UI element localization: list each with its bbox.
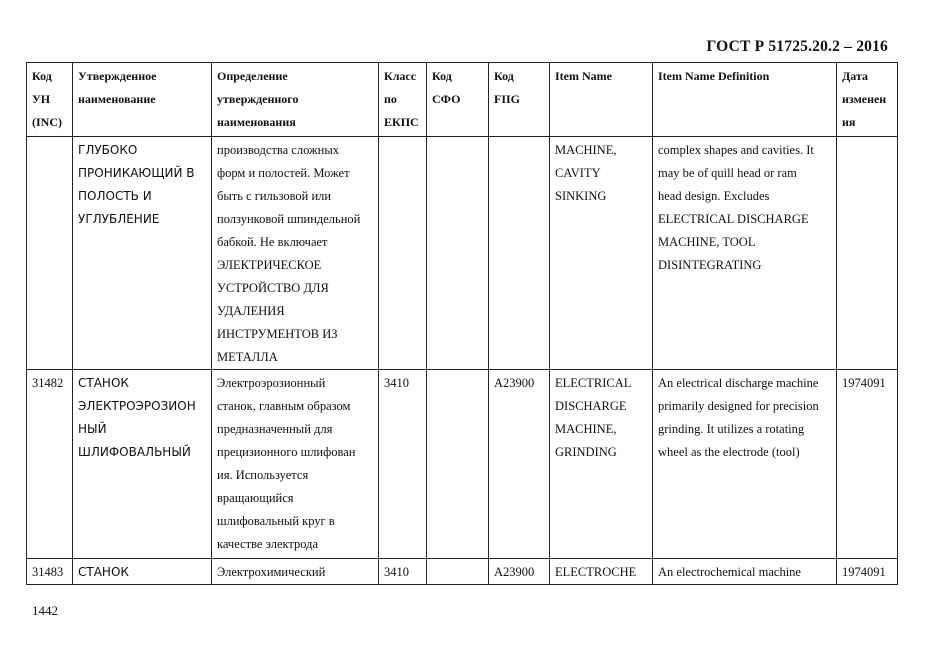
cell-text-line: A23900 [494, 565, 535, 579]
cell-text-line: ИНСТРУМЕНТОВ ИЗ [217, 327, 338, 341]
cell-text-line: ЭЛЕКТРОЭРОЗИОН [78, 399, 196, 413]
cell-ekps [379, 137, 427, 370]
cell-text-line: вращающийся [217, 491, 294, 505]
cell-text-line: ELECTRICAL DISCHARGE [658, 212, 809, 226]
cell-sfo [427, 137, 489, 370]
cell-text-line: MACHINE, [555, 143, 617, 157]
header-approved-name [73, 63, 212, 137]
cell-approved-name [73, 137, 212, 370]
cell-item-definition [653, 137, 837, 370]
cell-text-line: наименование [78, 92, 156, 106]
header-item-name [550, 63, 653, 137]
cell-text-line: FIIG [494, 92, 521, 106]
cell-text-line: ия [842, 115, 856, 129]
cell-text-line: наименования [217, 115, 296, 129]
table-row [27, 137, 898, 370]
cell-text-line: Item Name [555, 69, 612, 83]
page-number: 1442 [32, 603, 58, 618]
cell-text-line: DISINTEGRATING [658, 258, 762, 272]
cell-text-line: 3410 [384, 565, 409, 579]
cell-item-definition [653, 559, 837, 585]
cell-text-line: wheel as the electrode (tool) [658, 445, 800, 459]
cell-item-name [550, 137, 653, 370]
cell-text-line: Дата [842, 69, 868, 83]
cell-ekps [379, 559, 427, 585]
cell-text-line: 1974091 [842, 376, 886, 390]
cell-text-line: по [384, 92, 397, 106]
cell-text-line: УДАЛЕНИЯ [217, 304, 285, 318]
cell-text-line: СФО [432, 92, 461, 106]
cell-text-line: MACHINE, [555, 422, 617, 436]
cell-definition [212, 370, 379, 559]
cell-fiig [489, 137, 550, 370]
header-name-definition [212, 63, 379, 137]
cell-text-line: An electrical discharge machine [658, 376, 819, 390]
cell-text-line: ELECTRICAL [555, 376, 632, 390]
cell-text-line: 31482 [32, 376, 64, 390]
cell-text-line: НЫЙ [78, 422, 107, 436]
cell-text-line: Утвержденное [78, 69, 157, 83]
cell-fiig [489, 559, 550, 585]
cell-text-line: ГЛУБОКО [78, 143, 138, 157]
cell-text-line: GRINDING [555, 445, 617, 459]
cell-text-line: форм и полостей. Может [217, 166, 350, 180]
cell-text-line: Класс [384, 69, 417, 83]
cell-text-line: качестве электрода [217, 537, 319, 551]
table-row [27, 559, 898, 585]
cell-text-line: ЕКПС [384, 115, 419, 129]
cell-approved-name [73, 559, 212, 585]
cell-text-line: CAVITY [555, 166, 601, 180]
cell-text-line: 31483 [32, 565, 64, 579]
cell-text-line: grinding. It utilizes a rotating [658, 422, 805, 436]
cell-text-line: быть с гильзовой или [217, 189, 332, 203]
cell-text-line: ползунковой шпиндельной [217, 212, 361, 226]
cell-text-line: DISCHARGE [555, 399, 627, 413]
cell-text-line: ЭЛЕКТРИЧЕСКОЕ [217, 258, 322, 272]
header-fiig-code [489, 63, 550, 137]
cell-text-line: head design. Excludes [658, 189, 770, 203]
cell-text-line: СТАНОК [78, 565, 129, 579]
cell-text-line: Электроэрозионный [217, 376, 326, 390]
cell-item-definition [653, 370, 837, 559]
cell-definition [212, 559, 379, 585]
cell-text-line: An electrochemical machine [658, 565, 801, 579]
cell-text-line: изменен [842, 92, 887, 106]
cell-text-line: предназначенный для [217, 422, 333, 436]
table-row [27, 370, 898, 559]
cell-text-line: ПОЛОСТЬ И [78, 189, 152, 203]
cell-text-line: SINKING [555, 189, 607, 203]
cell-text-line: Код [494, 69, 514, 83]
cell-inc [27, 559, 73, 585]
cell-item-name [550, 559, 653, 585]
cell-inc [27, 137, 73, 370]
cell-fiig [489, 370, 550, 559]
cell-text-line: бабкой. Не включает [217, 235, 328, 249]
cell-text-line: УН [32, 92, 51, 106]
cell-text-line: СТАНОК [78, 376, 129, 390]
header-row [27, 63, 898, 137]
cell-text-line: A23900 [494, 376, 535, 390]
header-ekps-class [379, 63, 427, 137]
cell-text-line: (INC) [32, 115, 62, 129]
cell-text-line: Определение [217, 69, 288, 83]
cell-text-line: ELECTROCHE [555, 565, 637, 579]
cell-approved-name [73, 370, 212, 559]
header-inc-code [27, 63, 73, 137]
cell-sfo [427, 370, 489, 559]
document-code: ГОСТ Р 51725.20.2 – 2016 [706, 38, 888, 55]
header-item-name-definition [653, 63, 837, 137]
cell-date [837, 559, 898, 585]
cell-text-line: УГЛУБЛЕНИЕ [78, 212, 160, 226]
cell-text-line: Электрохимический [217, 565, 326, 579]
cell-text-line: Код [32, 69, 52, 83]
header-change-date [837, 63, 898, 137]
cell-text-line: шлифовальный круг в [217, 514, 335, 528]
cell-text-line: 1974091 [842, 565, 886, 579]
cell-text-line: primarily designed for precision [658, 399, 819, 413]
header-sfo-code [427, 63, 489, 137]
cell-text-line: УСТРОЙСТВО ДЛЯ [217, 281, 329, 295]
cell-text-line: Item Name Definition [658, 69, 770, 83]
cell-text-line: complex shapes and cavities. It [658, 143, 814, 157]
cell-text-line: МЕТАЛЛА [217, 350, 278, 364]
cell-ekps [379, 370, 427, 559]
cell-text-line: станок, главным образом [217, 399, 351, 413]
classification-table [26, 62, 898, 585]
cell-text-line: may be of quill head or ram [658, 166, 797, 180]
cell-date [837, 137, 898, 370]
cell-text-line: 3410 [384, 376, 409, 390]
cell-sfo [427, 559, 489, 585]
cell-text-line: ия. Используется [217, 468, 309, 482]
cell-text-line: прецизионного шлифован [217, 445, 356, 459]
cell-date [837, 370, 898, 559]
cell-inc [27, 370, 73, 559]
cell-text-line: утвержденного [217, 92, 299, 106]
cell-text-line: производства сложных [217, 143, 340, 157]
cell-text-line: ПРОНИКАЮЩИЙ В [78, 166, 195, 180]
cell-definition [212, 137, 379, 370]
cell-text-line: MACHINE, TOOL [658, 235, 756, 249]
cell-text-line: ШЛИФОВАЛЬНЫЙ [78, 445, 191, 459]
cell-item-name [550, 370, 653, 559]
cell-text-line: Код [432, 69, 452, 83]
